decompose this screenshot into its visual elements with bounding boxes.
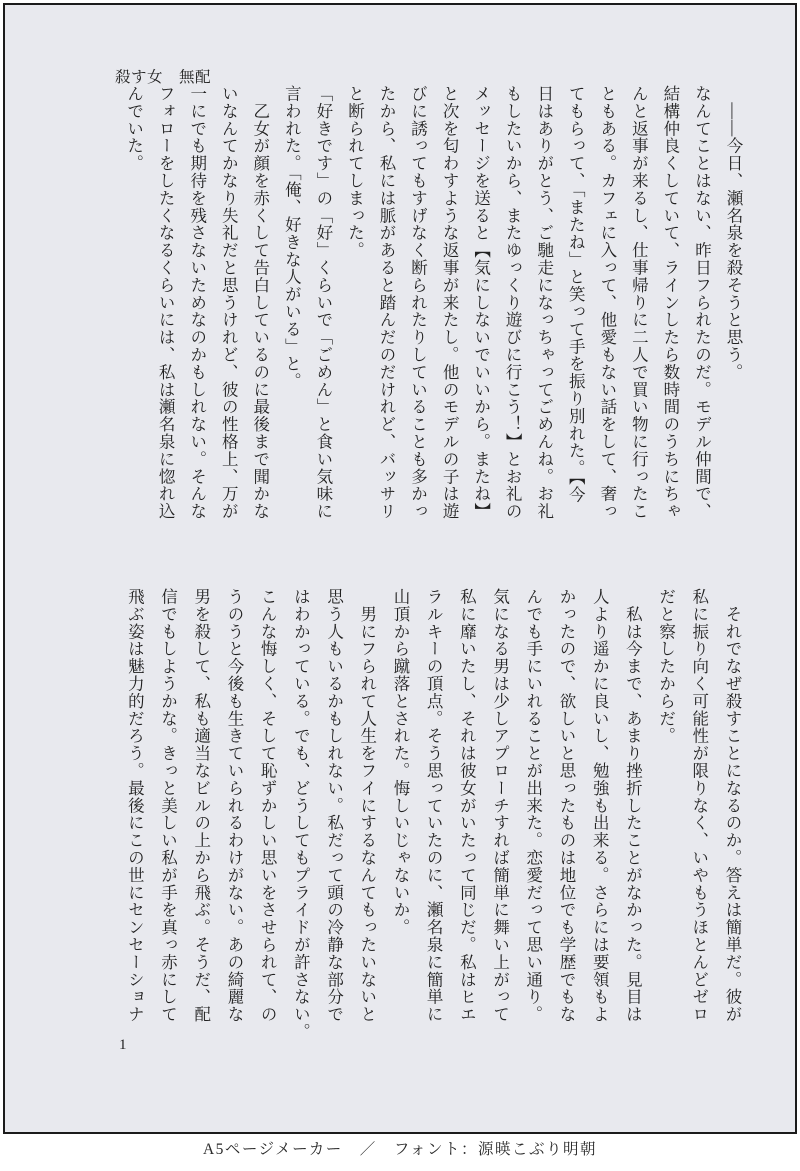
text-line: 私に振り向く可能性が限りなく、いやもうほとんどゼロ <box>689 588 709 1023</box>
text-line: 信でもしようかな。きっと美しい私が手を真っ赤にして <box>158 588 178 1023</box>
text-line: てもらって、「またね」と笑って手を振り別れた。【今 <box>566 85 586 504</box>
text-line: と断られてしまった。 <box>345 85 365 259</box>
text-block-bottom <box>118 588 749 1041</box>
page-number: 1 <box>119 1037 127 1053</box>
text-block-top <box>118 85 749 522</box>
text-line: 人より遥かに良いし、勉強も出来る。さらには要領もよ <box>590 588 610 1023</box>
page-frame <box>3 3 797 1134</box>
text-line: こんな悔しく、そして恥ずかしい思いをさせられて、の <box>258 588 278 1023</box>
text-line: メッセージを送ると【気にしないでいいから。またね】 <box>471 85 491 520</box>
text-line: んと返事が来るし、仕事帰りに二人で買い物に行ったこ <box>629 85 649 520</box>
text-line: 飛ぶ姿は魅力的だろう。最後にこの世にセンセーショナ <box>125 588 145 1023</box>
text-line: んでいた。 <box>124 85 144 172</box>
text-line: 私に靡いたし、それは彼女がいたって同じだ。私はヒエ <box>457 588 477 1023</box>
text-line: 思う人もいるかもしれない。私だって頭の冷静な部分で <box>324 588 344 1023</box>
text-line: もしたいから、またゆっくり遊びに行こう！】とお礼の <box>503 85 523 520</box>
text-line: ともある。カフェに入って、他愛もない話をして、奢っ <box>597 85 617 520</box>
text-line: びに誘ってもすげなく断られたりしていることも多かっ <box>408 85 428 520</box>
footer-caption: A5ページメーカー ／ フォント：源暎こぶり明朝 <box>202 1141 598 1158</box>
text-line: なんてことはない、昨日フられたのだ。モデル仲間で、 <box>692 85 712 520</box>
text-line: 乙女が顔を赤くして告白しているのに最後まで聞かな <box>250 85 270 520</box>
text-line: 「好きです」の「好」くらいで「ごめん」と食い気味に <box>313 85 333 520</box>
text-line: 私は今まで、あまり挫折したことがなかった。見目は <box>623 588 643 1023</box>
running-header: 殺す女 無配 <box>115 69 212 86</box>
text-line: と次を匂わすような返事が来たし。他のモデルの子は遊 <box>440 85 460 520</box>
text-line: 結構仲良くしていて、ラインしたら数時間のうちにちゃ <box>660 85 680 520</box>
text-line: 一にでも期待を残さないためなのかもしれない。そんな <box>187 85 207 520</box>
text-line: 日はありがとう、ご馳走になっちゃってごめんね。お礼 <box>534 85 554 520</box>
text-line: 男にフられて人生をフイにするなんてもったいないと <box>357 588 377 1023</box>
text-line: かったので、欲しいと思ったものは地位でも学歴でもな <box>556 588 576 1023</box>
text-line: フォローをしたくなるくらいには、私は瀬名泉に惚れ込 <box>156 85 176 520</box>
text-line: んでも手にいれることが出来た。恋愛だって思い通り。 <box>523 588 543 1023</box>
text-line: それでなぜ殺すことになるのか。答えは簡単だ。彼が <box>723 588 742 1023</box>
text-line: いなんてかなり失礼だと思うけれど、彼の性格上、万が <box>219 85 239 520</box>
text-line: 山頂から蹴落とされた。悔しいじゃないか。 <box>390 588 410 936</box>
text-line: 言われた。「俺、好きな人がいる」と。 <box>282 85 302 390</box>
text-line: だと察したからだ。 <box>656 588 676 745</box>
text-line: 気になる男は少しアプローチすれば簡単に舞い上がって <box>490 588 510 1023</box>
text-line: たから、私には脈があると踏んだのだけれど、バッサリ <box>376 85 396 520</box>
text-line: ――今日、瀬名泉を殺そうと思う。 <box>724 85 743 381</box>
text-line: はわかっている。でも、どうしてもプライドが許さない。 <box>291 588 311 1041</box>
text-line: 男を殺して、私も適当なビルの上から飛ぶ。そうだ、配 <box>191 588 211 1023</box>
text-line: うのうと今後も生きていられるわけがない。あの綺麗な <box>224 588 244 1023</box>
text-line: ラルキーの頂点。そう思っていたのに、瀬名泉に簡単に <box>424 588 444 1023</box>
